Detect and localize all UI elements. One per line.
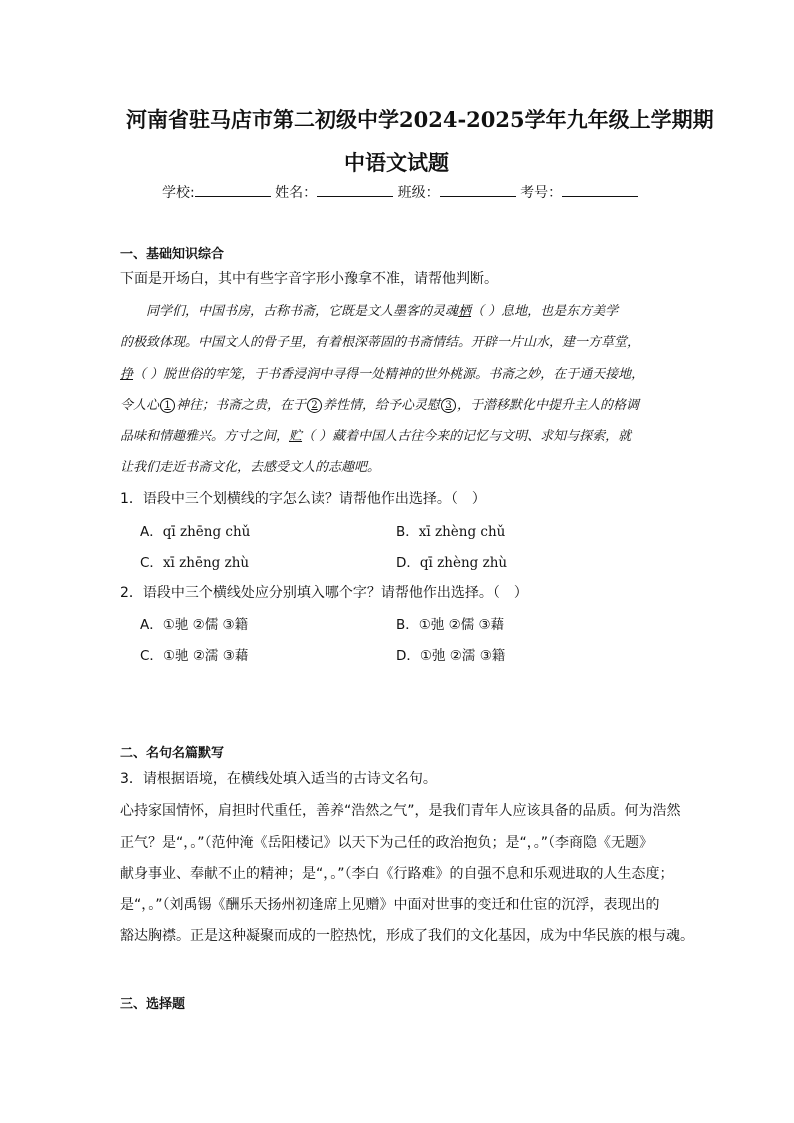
exam-no-blank[interactable] — [562, 182, 638, 197]
section1-intro: 下面是开场白，其中有些字音字形小豫拿不准，请帮他判断。 — [120, 271, 498, 287]
q3-context-line: 献身事业、奉献不止的精神；是“，。”（李白《行路难》的自强不息和乐观进取的人生态度； — [120, 866, 674, 882]
q1-option-c[interactable]: C．xī zhēng zhù — [140, 555, 250, 571]
passage-line: 挣（ ）脱世俗的牢笼，于书香浸润中寻得一处精神的世外桃源。书斋之妙，在于通天接地， — [120, 367, 645, 382]
page-title-line2: 中语文试题 — [344, 150, 449, 175]
passage-line: 同学们，中国书房，古称书斋，它既是文人墨客的灵魂栖（ ）息地，也是东方美学 — [146, 304, 619, 319]
q1-option-a[interactable]: A．qī zhēng chǔ — [140, 524, 251, 540]
question-2-stem: 2．语段中三个横线处应分别填入哪个字？请帮他作出选择。（ ） — [120, 585, 528, 601]
underlined-char-qi: 栖 — [458, 304, 472, 319]
q3-context-line: 豁达胸襟。正是这种凝聚而成的一腔热忱，形成了我们的文化基因，成为中华民族的根与魂。 — [120, 928, 694, 944]
q2-option-d[interactable]: D．①弛 ②濡 ③籍 — [396, 648, 506, 664]
section-heading-3: 三、选择题 — [120, 997, 186, 1012]
question-1-stem: 1．语段中三个划横线的字怎么读？请帮他作出选择。（ ） — [120, 491, 486, 507]
blank-marker-1: 1 — [160, 398, 175, 413]
q1-option-b[interactable]: B．xī zhèng chǔ — [396, 524, 506, 540]
blank-marker-3: 3 — [441, 398, 456, 413]
q1-option-d[interactable]: D．qī zhèng zhù — [396, 555, 508, 571]
school-blank[interactable] — [195, 182, 271, 197]
underlined-char-zheng: 挣 — [120, 367, 134, 382]
name-blank[interactable] — [317, 182, 393, 197]
section-heading-2: 二、名句名篇默写 — [120, 746, 225, 761]
section-heading-1: 一、基础知识综合 — [120, 247, 225, 262]
q3-context-line: 正气？是“，。”（范仲淹《岳阳楼记》以天下为己任的政治抱负；是“，。”（李商隐《无题》 — [120, 835, 654, 851]
exam-no-label: 考号： — [520, 185, 563, 201]
q3-context-line: 是“，。”（刘禹锡《酬乐天扬州初逢席上见赠》中面对世事的变迁和仕宦的沉浮，表现出的 — [120, 897, 660, 913]
name-label: 姓名： — [275, 185, 318, 201]
underlined-char-zhu: 贮 — [289, 429, 303, 444]
q2-option-c[interactable]: C．①驰 ②濡 ③藉 — [140, 648, 249, 664]
passage-line: 令人心 1 神往；书斋之贵，在于 2 养性情，给予心灵慰 3 ，于潜移默化中提升主人的格调 — [120, 398, 640, 413]
blank-marker-2: 2 — [307, 398, 322, 413]
q2-option-a[interactable]: A．①驰 ②儒 ③籍 — [140, 617, 249, 633]
q3-context-line: 心持家国情怀，肩担时代重任，善养“浩然之气”，是我们青年人应该具备的品质。何为浩然 — [120, 803, 681, 819]
class-blank[interactable] — [440, 182, 516, 197]
class-label: 班级： — [397, 185, 440, 201]
school-label: 学校: — [162, 185, 195, 201]
question-3-stem: 3．请根据语境，在横线处填入适当的古诗文名句。 — [120, 771, 437, 787]
q2-option-b[interactable]: B．①弛 ②儒 ③藉 — [396, 617, 505, 633]
passage-line: 的极致体现。中国文人的骨子里，有着根深蒂固的书斋情结。开辟一片山水，建一方草堂， — [120, 335, 641, 350]
page-title-line1: 河南省驻马店市第二初级中学2024-2025学年九年级上学期期 — [126, 107, 714, 132]
passage-line: 让我们走近书斋文化，去感受文人的志趣吧。 — [120, 460, 381, 475]
student-info-row — [162, 182, 638, 202]
passage-line: 品味和情趣雅兴。方寸之间，贮（ ）藏着中国人古往今来的记忆与文明、求知与探索，就 — [120, 429, 632, 444]
